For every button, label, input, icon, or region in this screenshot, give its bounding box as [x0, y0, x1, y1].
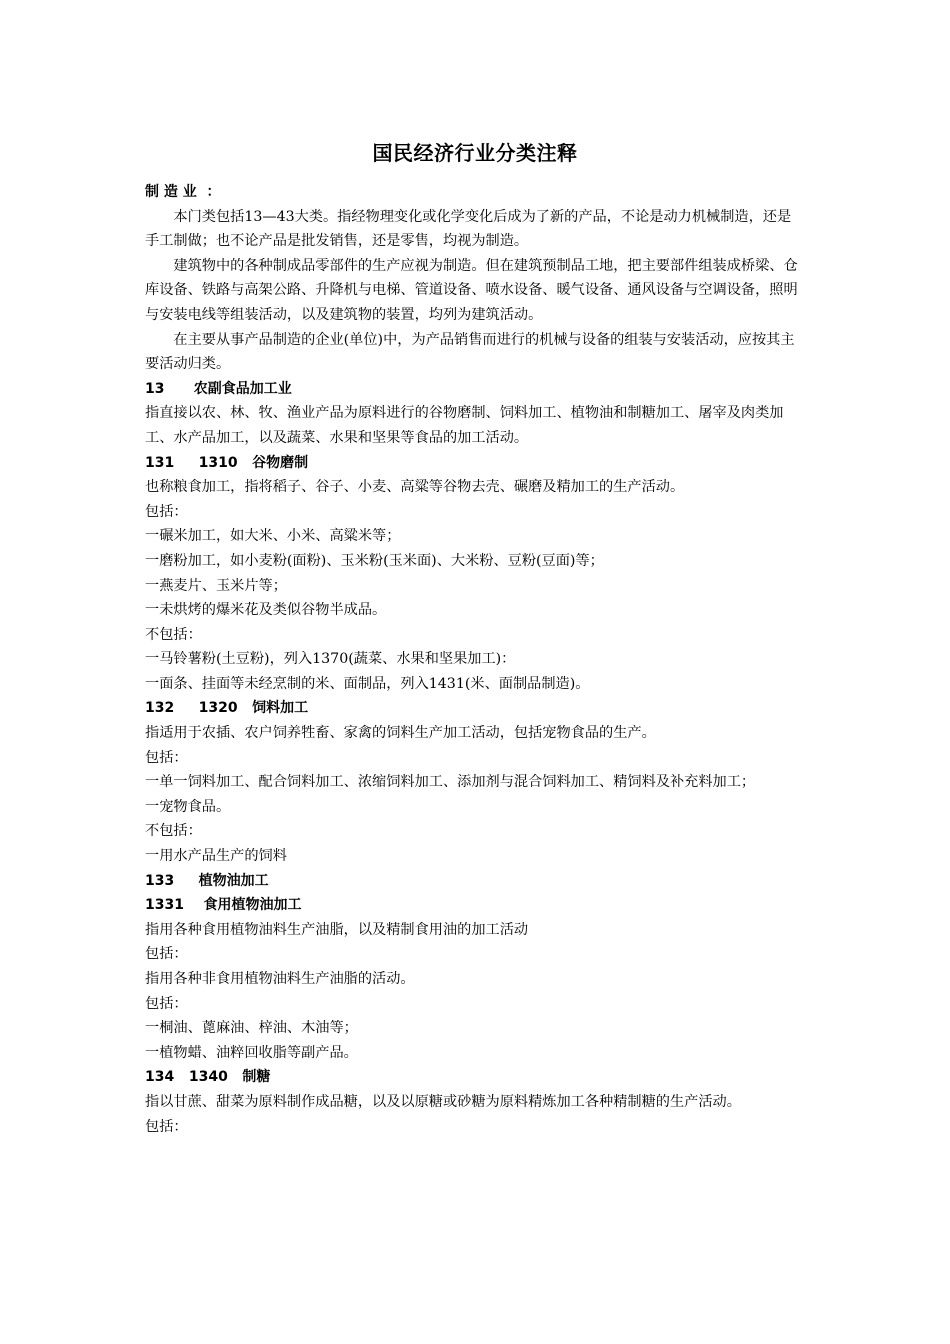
section-heading: 制 造 业 ： — [145, 184, 221, 200]
paragraph: 包括： — [145, 946, 188, 963]
paragraph: 一用水产品生产的饲料 — [145, 848, 287, 865]
paragraph: 一燕麦片、玉米片等； — [145, 577, 287, 594]
document-body — [145, 180, 805, 1139]
paragraph: 一宠物食品。 — [145, 798, 231, 815]
section-heading: 1331 食用植物油加工 — [145, 897, 302, 914]
document-page — [145, 138, 805, 1139]
paragraph: 一单一饲料加工、配合饲料加工、浓缩饲料加工、添加剂与混合饲料加工、精饲料及补充料加工； — [145, 774, 756, 791]
paragraph: 指用各种食用植物油料生产油脂，以及精制食用油的加工活动 — [145, 921, 529, 938]
paragraph: 不包括： — [145, 626, 202, 643]
section-heading: 13 农副食品加工业 — [145, 380, 292, 397]
paragraph: 指适用于农插、农户饲养牲畜、家禽的饲料生产加工活动，包括宠物食品的生产。 — [145, 725, 656, 742]
paragraph: 一植物蜡、油粹回收脂等副产品。 — [145, 1044, 358, 1061]
paragraph: 包括： — [145, 995, 188, 1012]
paragraph: 在主要从事产品制造的企业(单位)中，为产品销售而进行的机械与设备的组装与安装活动，应按其主要活动归类。 — [145, 331, 795, 373]
section-heading: 131 1310 谷物磨制 — [145, 454, 309, 471]
paragraph: 指以甘蔗、甜菜为原料制作成品糖，以及以原糖或砂糖为原料精炼加工各种精制糖的生产活动。 — [145, 1093, 741, 1110]
paragraph: 一碾米加工，如大米、小米、高粱米等； — [145, 528, 401, 545]
paragraph: 包括： — [145, 749, 188, 766]
section-heading: 134 1340 制糖 — [145, 1069, 271, 1086]
paragraph: 建筑物中的各种制成品零部件的生产应视为制造。但在建筑预制品工地，把主要部件组装成桥梁、仓库设备、铁路与高架公路、升降机与电梯、管道设备、喷水设备、暖气设备、通风设备与空调设备，照明与安装电线等组装活动，以及建筑物的装置，均列为建筑活动。 — [145, 257, 798, 323]
paragraph: 一未烘烤的爆米花及类似谷物半成品。 — [145, 602, 387, 619]
paragraph: 包括： — [145, 503, 188, 520]
paragraph: 一面条、挂面等未经烹制的米、面制品，列入1431(米、面制品制造)。 — [145, 675, 590, 692]
paragraph: 一磨粉加工，如小麦粉(面粉)、玉米粉(玉米面)、大米粉、豆粉(豆面)等； — [145, 552, 604, 569]
paragraph: 指直接以农、林、牧、渔业产品为原料进行的谷物磨制、饲料加工、植物油和制糖加工、屠宰及肉类加工、水产品加工，以及蔬菜、水果和坚果等食品的加工活动。 — [145, 405, 784, 446]
paragraph: 一马铃薯粉(土豆粉)，列入1370(蔬菜、水果和坚果加工)： — [145, 651, 516, 668]
section-heading: 132 1320 饲料加工 — [145, 700, 309, 717]
paragraph: 一桐油、蓖麻油、梓油、木油等； — [145, 1020, 358, 1037]
paragraph: 也称粮食加工，指将稻子、谷子、小麦、高粱等谷物去壳、碾磨及精加工的生产活动。 — [145, 479, 685, 496]
paragraph: 不包括： — [145, 823, 202, 840]
paragraph: 本门类包括13—43大类。指经物理变化或化学变化后成为了新的产品，不论是动力机械制造，还是手工制做；也不论产品是批发销售，还是零售，均视为制造。 — [145, 208, 792, 250]
section-heading: 133 植物油加工 — [145, 872, 269, 889]
document-title: 国民经济行业分类注释 — [372, 141, 578, 165]
paragraph: 包括： — [145, 1118, 188, 1135]
paragraph: 指用各种非食用植物油料生产油脂的活动。 — [145, 971, 415, 987]
